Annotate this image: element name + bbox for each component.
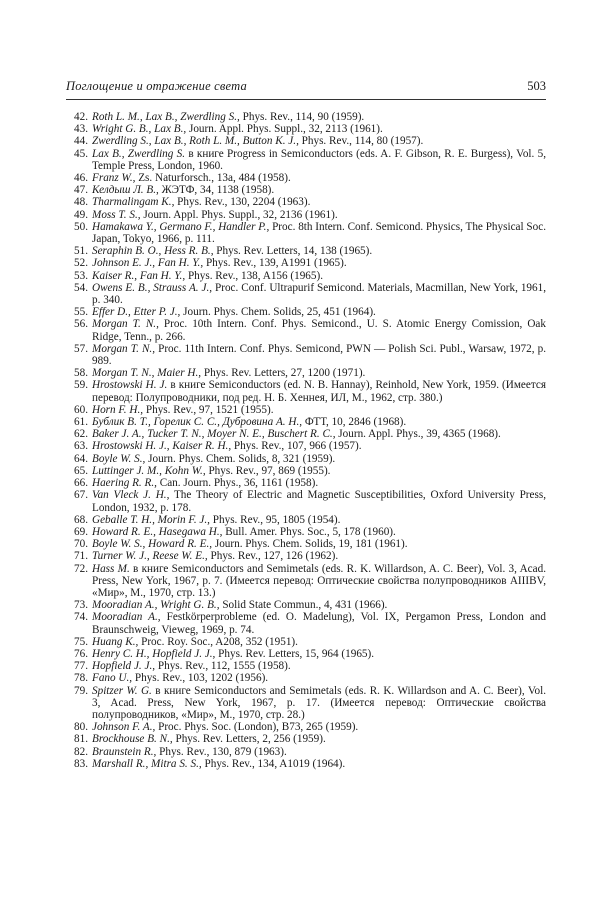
reference-text: Phys. Rev. Letters, 27, 1200 (1971).: [201, 367, 366, 380]
reference-text: Phys. Rev., 95, 1805 (1954).: [209, 513, 341, 526]
reference-body: [92, 367, 546, 379]
reference-text: Phys. Rev., 127, 126 (1962).: [207, 550, 339, 563]
reference-item: [66, 318, 546, 342]
reference-body: [92, 660, 546, 672]
reference-authors: Geballe T. H., Morin F. J.,: [92, 513, 210, 526]
reference-body: [92, 746, 546, 758]
reference-body: [92, 111, 546, 123]
reference-body: [92, 379, 546, 403]
reference-number: 81.: [74, 733, 88, 746]
reference-number: 59.: [74, 379, 88, 392]
reference-text: в книге Semiconductors (ed. N. B. Hannay), Reinhold, New York, 1959. (Имеется перевод: Полупроводники, под ред. Н. Б. Хеннея, ИЛ, М., 1962, стр. 380.): [92, 379, 546, 404]
reference-text: Can. Journ. Phys., 36, 1161 (1958).: [156, 477, 319, 490]
reference-body: [92, 721, 546, 733]
reference-authors: Zwerdling S., Lax B., Roth L. M., Button K. J.,: [92, 135, 299, 148]
reference-item: [66, 148, 546, 172]
reference-item: [66, 270, 546, 282]
reference-item: [66, 453, 546, 465]
reference-text: Phys. Rev. Letters, 2, 256 (1959).: [172, 733, 326, 746]
reference-item: [66, 721, 546, 733]
reference-authors: Luttinger J. M., Kohn W.,: [92, 464, 206, 477]
reference-authors: Braunstein R.,: [92, 745, 157, 758]
reference-item: [66, 416, 546, 428]
reference-number: 53.: [74, 269, 88, 282]
reference-authors: Van Vleck J. H.,: [92, 489, 170, 502]
reference-text: Proc. Conf. Ultrapurif Semicond. Materials, Macmillan, New York, 1961, p. 340.: [92, 281, 547, 307]
reference-authors: Spitzer W. G.: [92, 684, 152, 697]
reference-authors: Morgan T. N.,: [92, 318, 159, 331]
reference-body: [92, 270, 546, 282]
reference-body: [92, 404, 546, 416]
reference-number: 44.: [74, 135, 88, 148]
reference-item: [66, 111, 546, 123]
page-header: [66, 77, 546, 100]
reference-number: 47.: [74, 184, 88, 197]
reference-text: Phys. Rev., 114, 90 (1959).: [239, 111, 365, 123]
reference-item: [66, 282, 546, 306]
reference-number: 77.: [74, 660, 88, 673]
reference-authors: Hamakawa Y., Germano F., Handler P.,: [92, 220, 270, 233]
reference-authors: Hopfield J. J.,: [92, 660, 156, 673]
reference-authors: Effer D., Etter P. J.,: [92, 306, 181, 319]
reference-body: [92, 477, 546, 489]
reference-authors: Huang K.,: [92, 635, 139, 648]
reference-number: 54.: [74, 281, 88, 294]
reference-body: [92, 685, 546, 722]
reference-body: [92, 416, 546, 428]
reference-item: [66, 257, 546, 269]
reference-text: Phys. Rev., 112, 1555 (1958).: [155, 660, 291, 673]
reference-number: 57.: [74, 342, 88, 355]
reference-authors: Kaiser R., Fan H. Y.,: [92, 269, 186, 282]
reference-number: 71.: [74, 550, 88, 563]
reference-authors: Turner W. J., Reese W. E.,: [92, 550, 208, 563]
reference-text: Phys. Rev., 134, A1019 (1964).: [201, 757, 346, 770]
reference-number: 80.: [74, 721, 88, 734]
reference-body: [92, 257, 546, 269]
reference-text: Phys. Rev., 139, A1991 (1965).: [203, 257, 347, 270]
reference-text: Zs. Naturforsch., 13a, 484 (1958).: [135, 172, 291, 185]
reference-text: Journ. Appl. Phys. Suppl., 32, 2136 (1961).: [140, 208, 338, 221]
reference-text: Phys. Rev. Letters, 15, 964 (1965).: [215, 647, 375, 660]
reference-authors: Moss T. S.,: [92, 208, 141, 221]
reference-item: [66, 123, 546, 135]
reference-authors: Келдыш Л. В.,: [92, 184, 159, 197]
reference-body: [92, 648, 546, 660]
reference-item: [66, 379, 546, 403]
reference-text: ФТТ, 10, 2846 (1968).: [302, 416, 407, 429]
reference-text: Journ. Appl. Phys. Suppl., 32, 2113 (1961).: [186, 123, 383, 136]
reference-authors: Haering R. R.,: [92, 477, 157, 490]
reference-item: [66, 367, 546, 379]
reference-item: [66, 648, 546, 660]
reference-text: The Theory of Electric and Magnetic Susceptibilities, Oxford University Press, London, 1932, p. 178.: [92, 489, 546, 514]
reference-authors: Morgan T. N., Maier H.,: [92, 367, 202, 380]
reference-item: [66, 172, 546, 184]
reference-number: 51.: [74, 245, 88, 258]
reference-text: Journ. Phys. Chem. Solids, 19, 181 (1961).: [212, 538, 408, 551]
reference-text: Phys. Rev., 107, 966 (1957).: [231, 440, 362, 453]
reference-number: 79.: [74, 684, 88, 697]
reference-authors: Tharmalingam K.,: [92, 196, 175, 209]
reference-item: [66, 404, 546, 416]
reference-body: [92, 514, 546, 526]
reference-item: [66, 465, 546, 477]
reference-number: 65.: [74, 464, 88, 477]
reference-body: [92, 428, 546, 440]
reference-body: [92, 465, 546, 477]
reference-text: ЖЭТФ, 34, 1138 (1958).: [158, 184, 275, 197]
reference-text: Proc. Roy. Soc., A208, 352 (1951).: [138, 635, 298, 648]
reference-number: 62.: [74, 428, 88, 441]
reference-number: 46.: [74, 172, 88, 185]
reference-authors: Owens E. B., Strauss A. J.,: [92, 281, 213, 294]
reference-body: [92, 636, 546, 648]
reference-body: [92, 343, 546, 367]
reference-body: [92, 489, 546, 513]
reference-item: [66, 440, 546, 452]
reference-number: 58.: [74, 367, 88, 380]
reference-item: [66, 599, 546, 611]
reference-item: [66, 477, 546, 489]
reference-authors: Franz W.,: [92, 172, 136, 185]
reference-item: [66, 196, 546, 208]
reference-item: [66, 733, 546, 745]
reference-text: в книге Semiconductors and Semimetals (eds. R. K. Willardson and A. C. Beer), Vol. 3, Acad. Press, New York, 1967, p. 17. (Имеется перевод: Оптические свойства полупроводников, «Мир», М., 1970, стр. 28.): [92, 684, 546, 721]
reference-body: [92, 538, 546, 550]
reference-number: 67.: [74, 489, 88, 502]
reference-number: 60.: [74, 403, 88, 416]
reference-number: 73.: [74, 599, 88, 612]
reference-body: [92, 550, 546, 562]
reference-text: Journ. Appl. Phys., 39, 4365 (1968).: [335, 428, 501, 441]
reference-item: [66, 526, 546, 538]
reference-text: Proc. Phys. Soc. (London), B73, 265 (1959).: [155, 721, 359, 734]
reference-text: Phys. Rev., 97, 869 (1955).: [205, 464, 331, 477]
reference-body: [92, 306, 546, 318]
reference-body: [92, 184, 546, 196]
reference-number: 63.: [74, 440, 88, 453]
reference-number: 75.: [74, 635, 88, 648]
reference-body: [92, 611, 546, 635]
reference-item: [66, 611, 546, 635]
reference-number: 56.: [74, 318, 88, 331]
reference-number: 55.: [74, 306, 88, 319]
reference-text: Festkörperprobleme (ed. O. Madelung), Vol. IX, Pergamon Press, London and Braunschweig, Vieweg, 1969, p. 74.: [92, 611, 546, 636]
reference-authors: Hrostowski H. J., Kaiser R. H.,: [92, 440, 232, 453]
reference-body: [92, 221, 546, 245]
reference-item: [66, 550, 546, 562]
reference-body: [92, 123, 546, 135]
reference-text: Phys. Rev., 130, 2204 (1963).: [174, 196, 311, 209]
reference-text: в книге Progress in Semiconductors (eds. A. F. Gibson, R. E. Burgess), Vol. 5, Temple Press, London, 1960.: [92, 147, 546, 172]
reference-text: Proc. 11th Intern. Conf. Phys. Semicond, PWN — Polish Sci. Publ., Warsaw, 1972, p. 989.: [92, 342, 546, 368]
reference-text: в книге Semiconductors and Semimetals (eds. R. K. Willardson, A. C. Beer), Vol. 3, Acad. Press, New York, 1967, p. 7. (Имеется перевод: Оптические свойства полупроводников AIIIBV, «Мир», М., 1970, стр. 13.): [92, 562, 546, 599]
reference-item: [66, 306, 546, 318]
reference-item: [66, 135, 546, 147]
reference-item: [66, 746, 546, 758]
reference-text: Phys. Rev., 103, 1202 (1956).: [132, 672, 269, 685]
reference-number: 45.: [74, 147, 88, 160]
reference-item: [66, 184, 546, 196]
reference-number: 68.: [74, 513, 88, 526]
reference-text: Phys. Rev., 138, A156 (1965).: [185, 269, 324, 282]
reference-item: [66, 672, 546, 684]
reference-body: [92, 148, 546, 172]
reference-number: 72.: [74, 562, 88, 575]
reference-item: [66, 758, 546, 770]
reference-body: [92, 172, 546, 184]
running-title: Поглощение и отражение света: [66, 79, 247, 93]
reference-authors: Brockhouse B. N.,: [92, 733, 173, 746]
reference-authors: Boyle W. S.,: [92, 452, 146, 465]
reference-number: 50.: [74, 220, 88, 233]
reference-authors: Mooradian A.,: [92, 611, 161, 624]
reference-number: 64.: [74, 452, 88, 465]
reference-authors: Henry C. H., Hopfield J. J.,: [92, 647, 216, 660]
reference-number: 74.: [74, 611, 88, 624]
reference-text: Proc. 8th Intern. Conf. Semicond. Physics, The Physical Soc. Japan, Tokyo, 1966, p. 111.: [92, 220, 546, 246]
reference-body: [92, 453, 546, 465]
reference-authors: Mooradian A., Wright G. B.,: [92, 599, 220, 612]
reference-item: [66, 428, 546, 440]
reference-authors: Fano U.,: [92, 672, 133, 685]
reference-item: [66, 245, 546, 257]
reference-body: [92, 672, 546, 684]
reference-authors: Johnson E. J., Fan H. Y.,: [92, 257, 204, 270]
reference-item: [66, 685, 546, 722]
reference-authors: Lax B., Zwerdling S.: [92, 147, 186, 160]
reference-item: [66, 343, 546, 367]
reference-body: [92, 599, 546, 611]
reference-number: 76.: [74, 647, 88, 660]
page-number: 503: [527, 79, 546, 93]
reference-text: Solid State Commun., 4, 431 (1966).: [219, 599, 388, 612]
reference-body: [92, 563, 546, 600]
reference-item: [66, 221, 546, 245]
reference-item: [66, 209, 546, 221]
reference-number: 48.: [74, 196, 88, 209]
reference-list: [66, 111, 546, 770]
reference-text: Proc. 10th Intern. Conf. Phys. Semicond., U. S. Atomic Energy Comission, Oak Ridge, Tenn., p. 266.: [92, 318, 546, 343]
reference-number: 42.: [74, 111, 88, 123]
reference-text: Journ. Phys. Chem. Solids, 8, 321 (1959).: [145, 452, 336, 465]
reference-item: [66, 538, 546, 550]
reference-authors: Horn F. H.,: [92, 403, 144, 416]
reference-authors: Boyle W. S., Howard R. E.,: [92, 538, 213, 551]
reference-body: [92, 209, 546, 221]
reference-number: 83.: [74, 757, 88, 770]
reference-text: Phys. Rev., 130, 879 (1963).: [156, 745, 287, 758]
reference-text: Phys. Rev., 114, 80 (1957).: [298, 135, 424, 148]
reference-body: [92, 440, 546, 452]
reference-text: Journ. Phys. Chem. Solids, 25, 451 (1964).: [180, 306, 376, 319]
reference-authors: Johnson F. A.,: [92, 721, 156, 734]
reference-authors: Wright G. B., Lax B.,: [92, 123, 187, 136]
reference-number: 66.: [74, 477, 88, 490]
reference-body: [92, 196, 546, 208]
reference-number: 82.: [74, 745, 88, 758]
reference-body: [92, 733, 546, 745]
reference-authors: Morgan T. N.,: [92, 342, 156, 355]
reference-number: 49.: [74, 208, 88, 221]
reference-number: 70.: [74, 538, 88, 551]
reference-authors: Hass M.: [92, 562, 130, 575]
reference-number: 69.: [74, 525, 88, 538]
reference-text: Bull. Amer. Phys. Soc., 5, 178 (1960).: [222, 525, 396, 538]
reference-item: [66, 514, 546, 526]
reference-body: [92, 526, 546, 538]
reference-authors: Hrostowski H. J.: [92, 379, 168, 392]
reference-number: 43.: [74, 123, 88, 136]
reference-authors: Baker J. A., Tucker T. N., Moyer N. E., Buschert R. C.,: [92, 428, 336, 441]
reference-number: 61.: [74, 416, 88, 429]
reference-number: 78.: [74, 672, 88, 685]
reference-item: [66, 660, 546, 672]
reference-text: Phys. Rev. Letters, 14, 138 (1965).: [213, 245, 373, 258]
reference-item: [66, 563, 546, 600]
reference-authors: Howard R. E., Hasegawa H.,: [92, 525, 223, 538]
reference-authors: Roth L. M., Lax B., Zwerdling S.,: [92, 111, 240, 123]
reference-body: [92, 758, 546, 770]
reference-body: [92, 282, 546, 306]
reference-number: 52.: [74, 257, 88, 270]
reference-authors: Seraphin B. O., Hess R. B.,: [92, 245, 214, 258]
reference-item: [66, 489, 546, 513]
reference-authors: Marshall R., Mitra S. S.,: [92, 757, 202, 770]
reference-item: [66, 636, 546, 648]
reference-body: [92, 135, 546, 147]
reference-authors: Бублик В. Т., Горелик С. С., Дубровина А. Н.,: [92, 416, 303, 429]
reference-text: Phys. Rev., 97, 1521 (1955).: [143, 403, 274, 416]
reference-body: [92, 318, 546, 342]
reference-body: [92, 245, 546, 257]
